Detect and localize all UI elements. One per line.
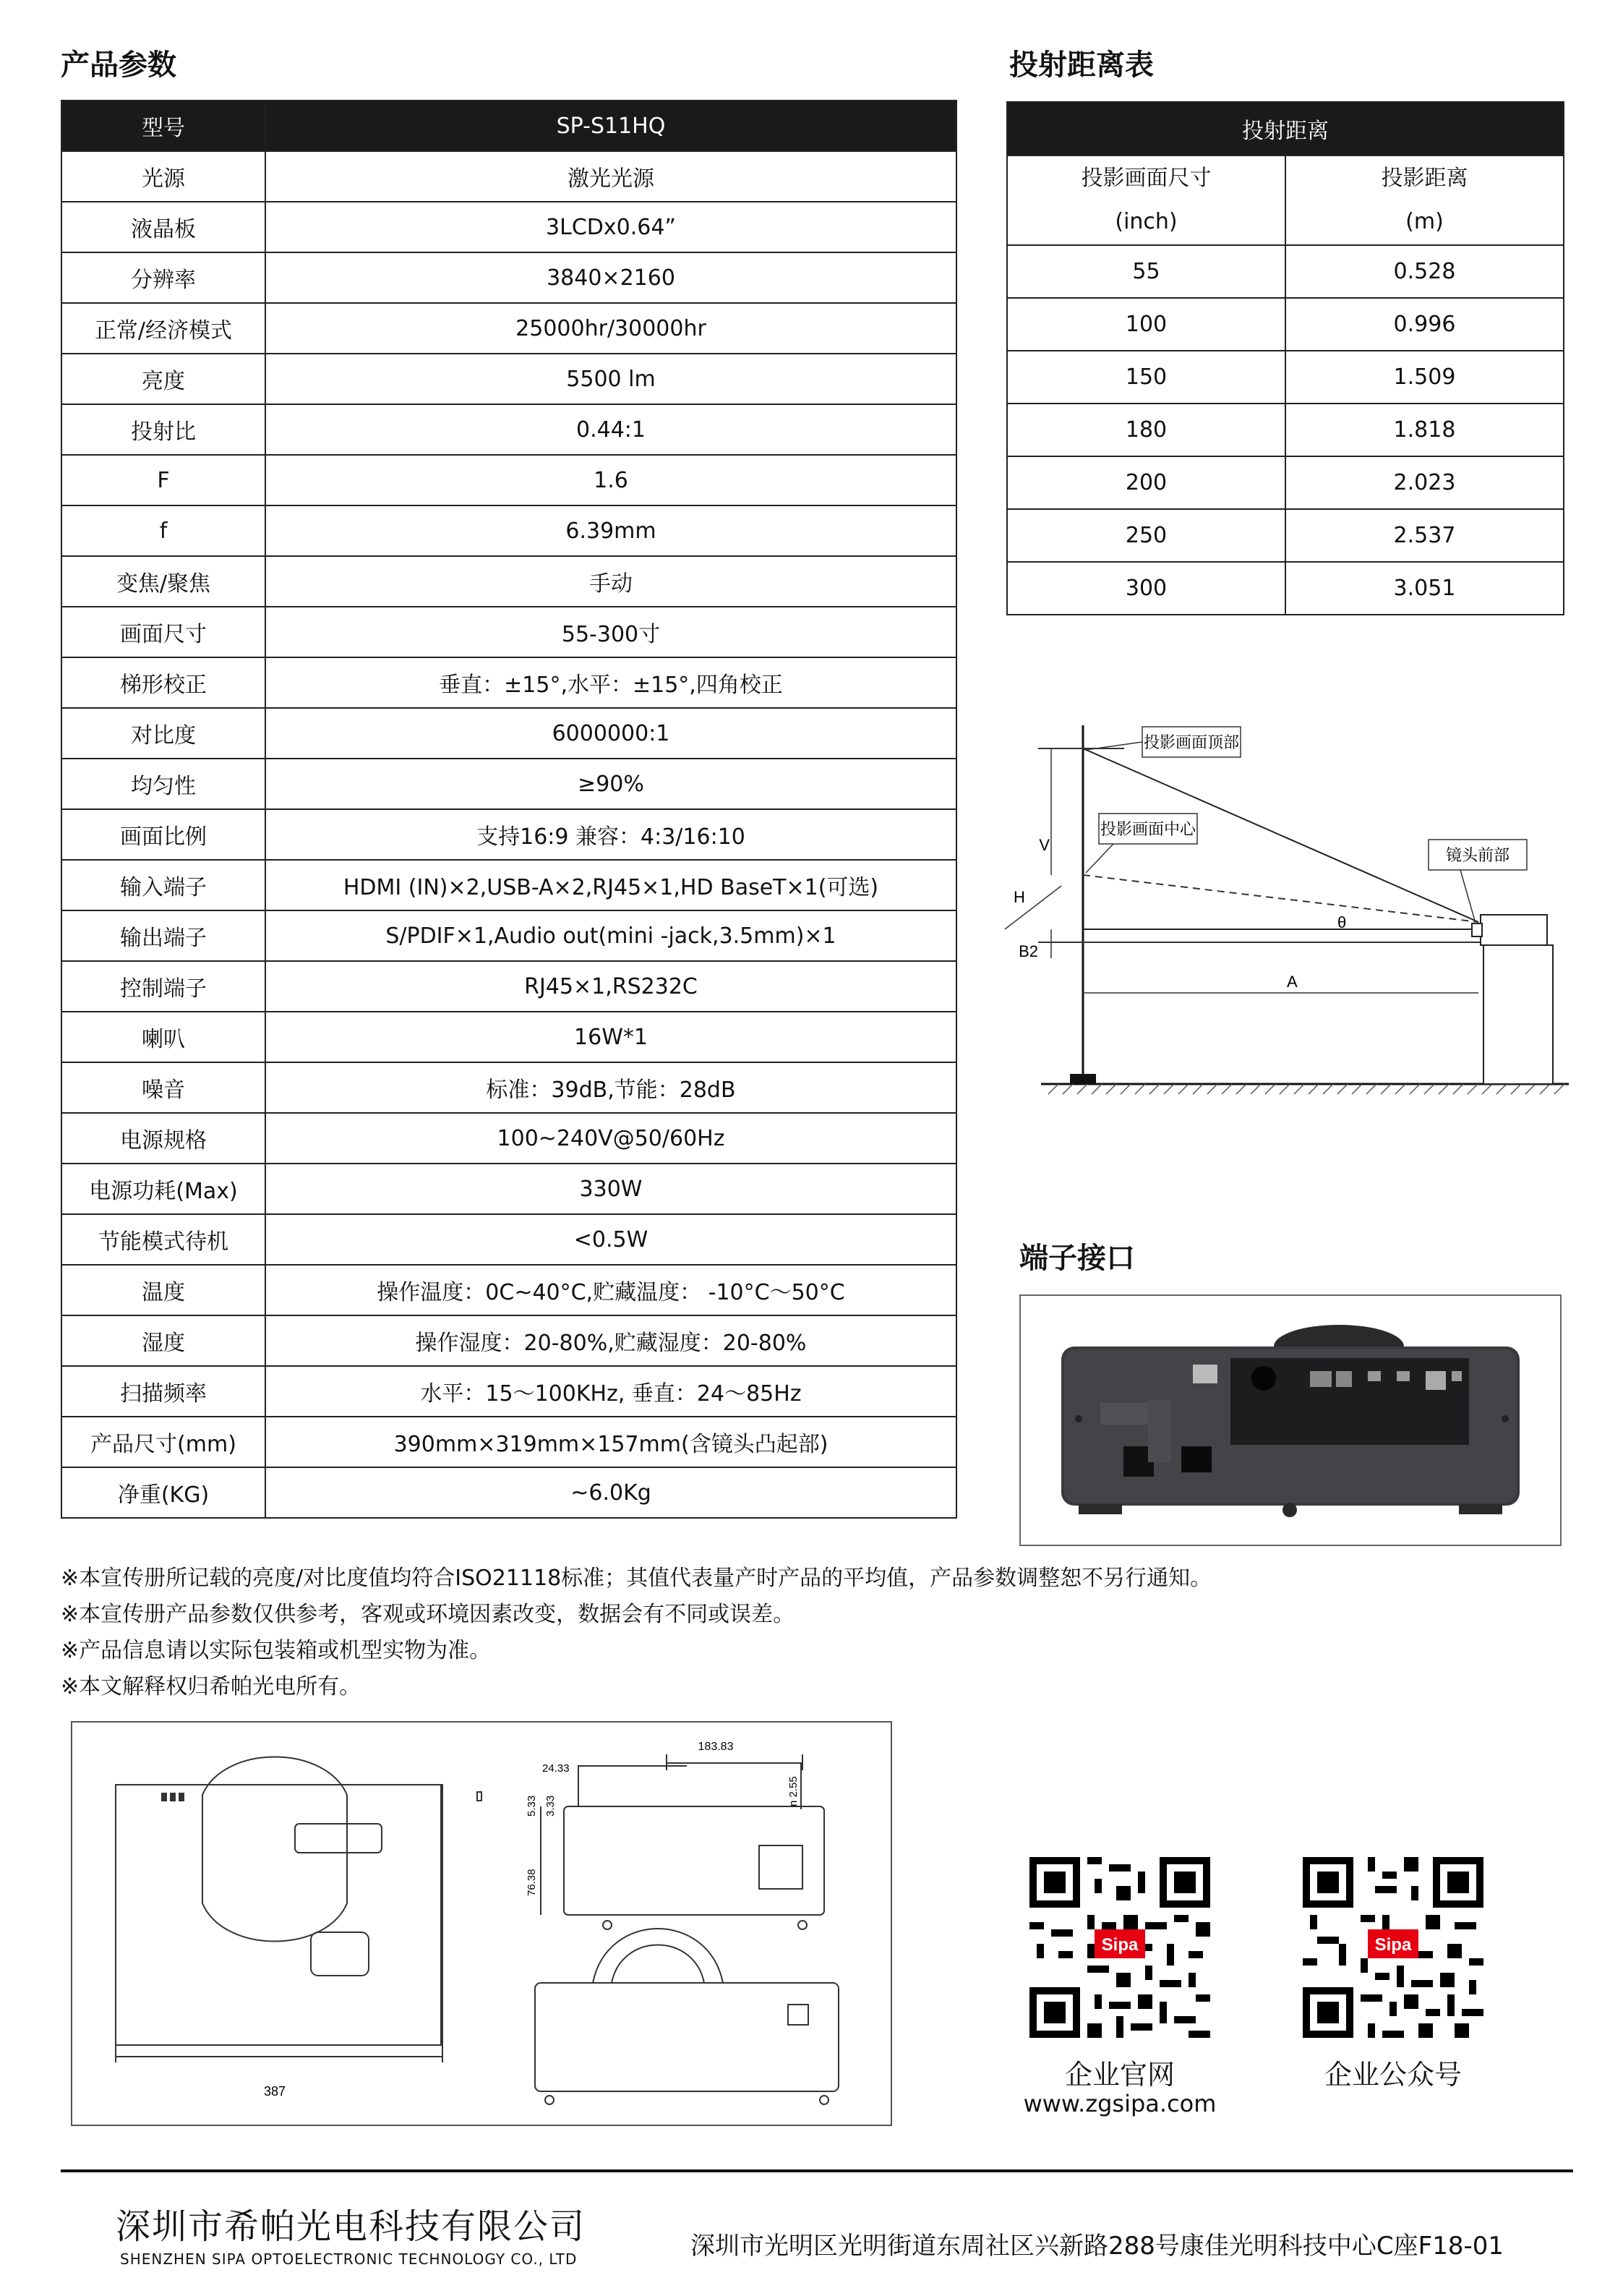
spec-row	[61, 910, 956, 961]
spec-key: 温度	[61, 1265, 265, 1315]
spec-row	[61, 1467, 956, 1518]
spec-header-model: SP-S11HQ	[265, 101, 956, 151]
spec-value: 16W*1	[265, 1012, 956, 1062]
spec-value: 390mm×319mm×157mm(含镜头凸起部)	[265, 1417, 956, 1467]
spec-key: 梯形校正	[61, 657, 265, 708]
throw-col-size	[1007, 155, 1285, 245]
spec-value: 0.44:1	[265, 404, 956, 455]
spec-key: 亮度	[61, 354, 265, 404]
throw-distance-cell: 0.528	[1285, 245, 1564, 298]
spec-value: ~6.0Kg	[265, 1467, 956, 1518]
callout-lens-label: 镜头前部	[1445, 847, 1510, 865]
note-line: ※产品信息请以实际包装箱或机型实物为准。	[61, 1638, 492, 1663]
spec-key: F	[61, 455, 265, 505]
spec-key: 光源	[61, 151, 265, 202]
wechat-qr-image	[1303, 1857, 1483, 2038]
throw-col-size-unit: (inch)	[1115, 209, 1178, 234]
spec-section-title: 产品参数	[61, 48, 176, 82]
spec-row	[61, 1417, 956, 1467]
spec-row	[61, 961, 956, 1012]
spec-key: 净重(KG)	[61, 1467, 265, 1518]
throw-size-cell: 300	[1007, 562, 1285, 615]
spec-row	[61, 151, 956, 202]
spec-row	[61, 1265, 956, 1315]
throw-row	[1007, 509, 1564, 562]
spec-row	[61, 202, 956, 252]
throw-header: 投射距离	[1007, 102, 1564, 155]
spec-row	[61, 505, 956, 556]
spec-value: 水平：15～100KHz, 垂直：24～85Hz	[265, 1366, 956, 1417]
dim-d3: 3.33	[544, 1795, 557, 1817]
throw-size-cell: 180	[1007, 404, 1285, 456]
footer-company-cn: 深圳市希帕光电科技有限公司	[116, 2206, 586, 2247]
spec-value: 支持16:9 兼容：4:3/16:10	[265, 809, 956, 860]
spec-row	[61, 809, 956, 860]
spec-row	[61, 607, 956, 657]
spec-value: 6000000:1	[265, 708, 956, 759]
spec-row	[61, 252, 956, 303]
throw-distance-cell: 2.023	[1285, 456, 1564, 509]
spec-key: 喇叭	[61, 1012, 265, 1062]
callout-lens-leader	[1460, 870, 1475, 921]
ports-section-title: 端子接口	[1019, 1242, 1135, 1275]
dim-b2-label: B2	[1019, 942, 1038, 960]
throw-distance-cell: 1.509	[1285, 351, 1564, 404]
wechat-qr-code[interactable]	[1303, 1857, 1483, 2038]
spec-value: 100~240V@50/60Hz	[265, 1113, 956, 1164]
dim-h-label: H	[1014, 888, 1025, 906]
website-qr-image	[1029, 1857, 1210, 2038]
spec-key: 画面尺寸	[61, 607, 265, 657]
throw-distance-cell: 1.818	[1285, 404, 1564, 456]
spec-key: 正常/经济模式	[61, 303, 265, 354]
spec-value: 操作湿度：20-80%,贮藏湿度：20-80%	[265, 1315, 956, 1366]
dim-a-label: A	[1287, 973, 1298, 991]
spec-row	[61, 1062, 956, 1113]
projector-stand	[1483, 945, 1553, 1084]
vent-grill	[1148, 1400, 1171, 1462]
spec-row	[61, 1366, 956, 1417]
spec-key: 控制端子	[61, 961, 265, 1012]
note-line: ※本宣传册产品参数仅供参考，客观或环境因素改变，数据会有不同或误差。	[61, 1602, 795, 1627]
throw-col-distance	[1285, 155, 1564, 245]
throw-row	[1007, 404, 1564, 456]
spec-row	[61, 657, 956, 708]
throw-size-cell: 250	[1007, 509, 1285, 562]
projection-diagram	[998, 712, 1576, 1103]
spec-header-row	[61, 101, 956, 151]
throw-table	[1006, 101, 1564, 615]
throw-section-title: 投射距离表	[1009, 48, 1154, 82]
throw-subheader-row	[1007, 155, 1564, 245]
front-view	[116, 1757, 481, 2063]
dim-d4: 76.38	[526, 1869, 538, 1896]
dim-d2: 5.33	[526, 1795, 538, 1817]
spec-value: RJ45×1,RS232C	[265, 961, 956, 1012]
spec-row	[61, 1164, 956, 1214]
qr-logo-text: Sipa	[1374, 1935, 1412, 1955]
wechat-qr-label: 企业公众号	[1324, 2059, 1462, 2091]
spec-table	[61, 100, 957, 1519]
website-url[interactable]: www.zgsipa.com	[1023, 2090, 1217, 2117]
ground-hatch	[1048, 1084, 1564, 1094]
spec-key: 湿度	[61, 1315, 265, 1366]
throw-distance-cell: 2.537	[1285, 509, 1564, 562]
throw-row	[1007, 456, 1564, 509]
spec-value: 垂直：±15°,水平：±15°,四角校正	[265, 657, 956, 708]
spec-row	[61, 455, 956, 505]
throw-size-cell: 55	[1007, 245, 1285, 298]
spec-row	[61, 354, 956, 404]
callout-center-label: 投影画面中心	[1100, 821, 1196, 839]
callout-center-leader	[1086, 844, 1113, 873]
footer-company-en: SHENZHEN SIPA OPTOELECTRONIC TECHNOLOGY CO., LTD	[120, 2250, 578, 2268]
throw-row	[1007, 562, 1564, 615]
footer-divider	[61, 2169, 1573, 2172]
throw-row	[1007, 298, 1564, 351]
theta-label: θ	[1337, 913, 1347, 931]
spec-row	[61, 1012, 956, 1062]
dim-d1: 24.33	[542, 1762, 570, 1775]
throw-size-cell: 150	[1007, 351, 1285, 404]
throw-row	[1007, 245, 1564, 298]
throw-size-cell: 100	[1007, 298, 1285, 351]
dim-top-length: 183.83	[698, 1741, 734, 1753]
spec-key: 节能模式待机	[61, 1214, 265, 1265]
throw-header-row	[1007, 102, 1564, 155]
dimension-drawing	[72, 1723, 891, 2125]
spec-value: 手动	[265, 556, 956, 607]
spec-value: ≥90%	[265, 759, 956, 809]
spec-row	[61, 556, 956, 607]
spec-value: S/PDIF×1,Audio out(mini -jack,3.5mm)×1	[265, 910, 956, 961]
dimension-drawing-frame	[71, 1721, 892, 2126]
spec-value: 操作温度：0C~40°C,贮藏温度： -10°C～50°C	[265, 1265, 956, 1315]
spec-key: 液晶板	[61, 202, 265, 252]
spec-key: 输出端子	[61, 910, 265, 961]
dim-width-label: 387	[263, 2084, 286, 2099]
projector-lens	[1472, 923, 1482, 936]
spec-row	[61, 708, 956, 759]
throw-col-distance-label: 投影距离	[1381, 166, 1468, 191]
spec-value: 1.6	[265, 455, 956, 505]
spec-key: 扫描频率	[61, 1366, 265, 1417]
website-qr-code[interactable]	[1029, 1857, 1210, 2038]
rear-view	[535, 1929, 839, 2104]
throw-col-distance-unit: (m)	[1405, 209, 1444, 234]
note-line: ※本文解释权归希帕光电所有。	[61, 1674, 361, 1699]
spec-row	[61, 404, 956, 455]
callout-top-label: 投影画面顶部	[1143, 734, 1240, 752]
spec-value: HDMI (IN)×2,USB-A×2,RJ45×1,HD BaseT×1(可选)	[265, 860, 956, 910]
dim-d5: n 2.55	[787, 1776, 800, 1806]
spec-value: 6.39mm	[265, 505, 956, 556]
dim-v-label: V	[1039, 836, 1050, 854]
note-line: ※本宣传册所记载的亮度/对比度值均符合ISO21118标准；其值代表量产时产品的平均值，产品参数调整恕不另行通知。	[61, 1566, 1212, 1591]
beam-center	[1083, 875, 1478, 922]
qr-logo-text: Sipa	[1101, 1935, 1139, 1955]
spec-value: 标准：39dB,节能：28dB	[265, 1062, 956, 1113]
spec-key: 投射比	[61, 404, 265, 455]
spec-value: 330W	[265, 1164, 956, 1214]
spec-value: <0.5W	[265, 1214, 956, 1265]
spec-key: 输入端子	[61, 860, 265, 910]
spec-key: 画面比例	[61, 809, 265, 860]
spec-row	[61, 303, 956, 354]
website-qr-label: 企业官网	[1064, 2059, 1175, 2091]
ports-image-frame	[1019, 1294, 1562, 1546]
spec-value: 激光光源	[265, 151, 956, 202]
spec-value: 5500 lm	[265, 354, 956, 404]
spec-row	[61, 1214, 956, 1265]
spec-key: 均匀性	[61, 759, 265, 809]
throw-size-cell: 200	[1007, 456, 1285, 509]
throw-col-size-label: 投影画面尺寸	[1081, 166, 1212, 191]
spec-key: 变焦/聚焦	[61, 556, 265, 607]
spec-row	[61, 1315, 956, 1366]
projector-shape	[1481, 915, 1547, 945]
spec-row	[61, 759, 956, 809]
footer-address: 深圳市光明区光明街道东周社区兴新路288号康佳光明科技中心C座F18-01	[690, 2232, 1504, 2261]
notes-block	[61, 1561, 1579, 1705]
spec-row	[61, 860, 956, 910]
side-view	[541, 1754, 824, 1929]
spec-key: 分辨率	[61, 252, 265, 303]
spec-value: 55-300寸	[265, 607, 956, 657]
spec-value: 25000hr/30000hr	[265, 303, 956, 354]
spec-key: 对比度	[61, 708, 265, 759]
projector-rear-image	[1021, 1296, 1560, 1545]
spec-key: 电源功耗(Max)	[61, 1164, 265, 1214]
spec-value: 3LCDx0.64”	[265, 202, 956, 252]
spec-key: 噪音	[61, 1062, 265, 1113]
spec-key: 产品尺寸(mm)	[61, 1417, 265, 1467]
throw-row	[1007, 351, 1564, 404]
throw-distance-cell: 3.051	[1285, 562, 1564, 615]
spec-header-key: 型号	[61, 101, 265, 151]
spec-key: f	[61, 505, 265, 556]
spec-key: 电源规格	[61, 1113, 265, 1164]
spec-row	[61, 1113, 956, 1164]
throw-distance-cell: 0.996	[1285, 298, 1564, 351]
spec-value: 3840×2160	[265, 252, 956, 303]
pole-base	[1070, 1074, 1096, 1084]
